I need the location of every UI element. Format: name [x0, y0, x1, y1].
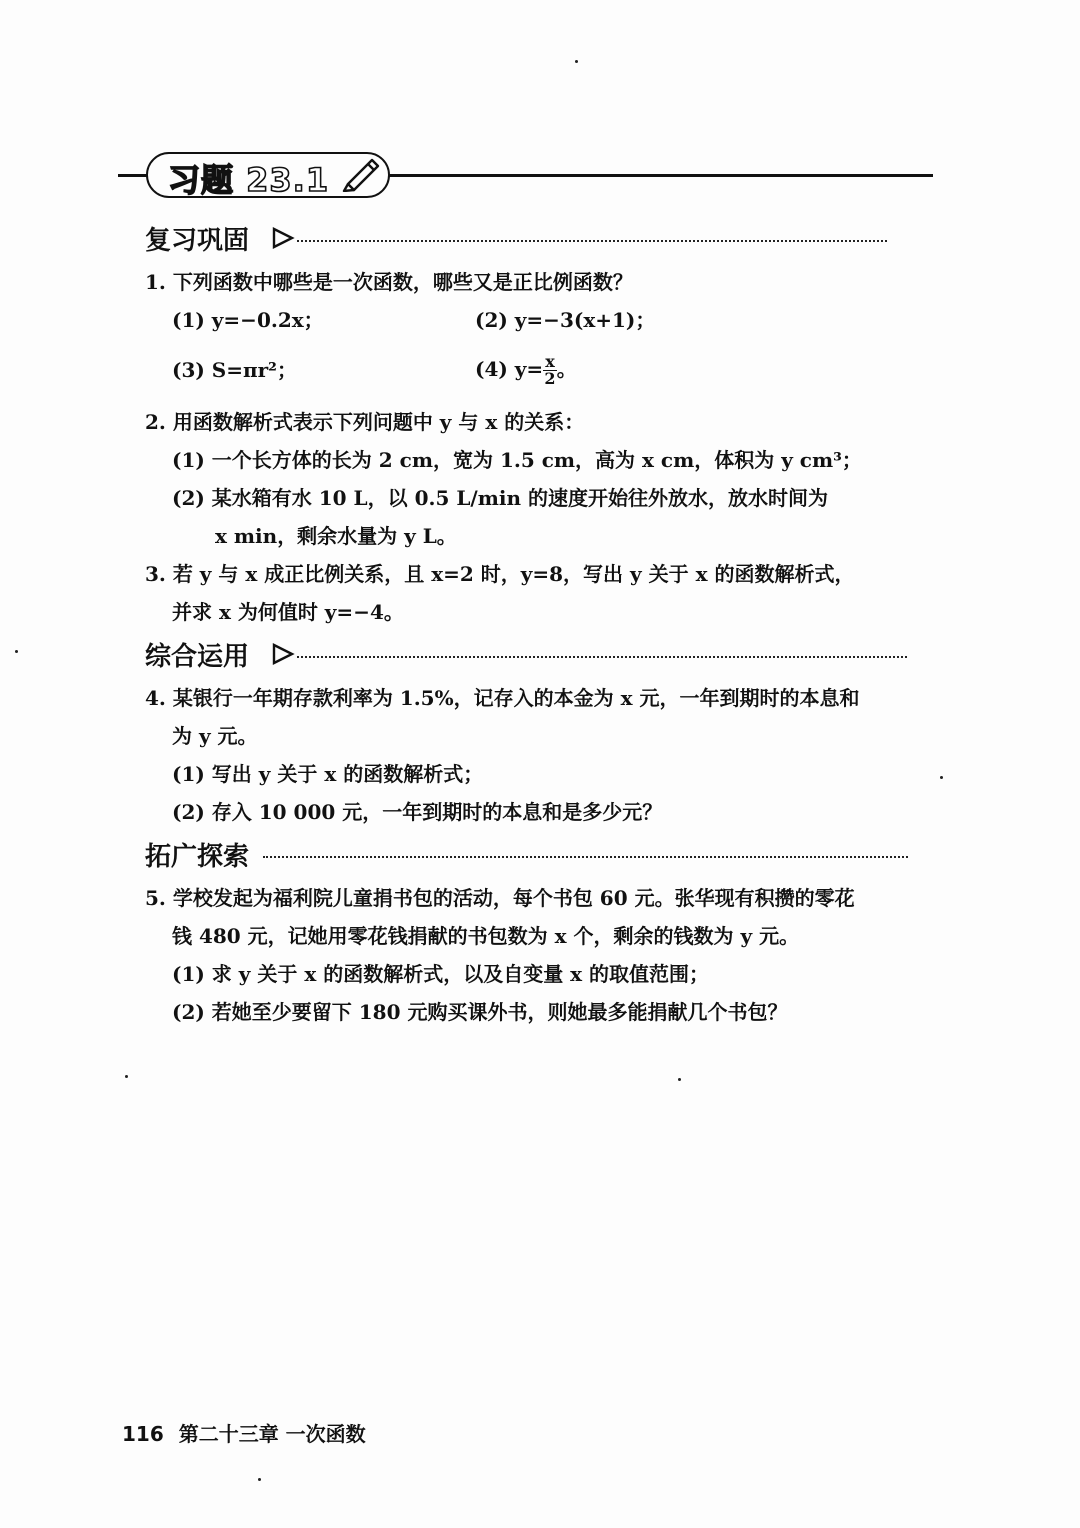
- section-apply: [145, 636, 910, 672]
- q2-item-2-line-1: (2) 某水箱有水 10 L，以 0.5 L/min 的速度开始往外放水，放水时间为: [172, 486, 828, 510]
- exercise-title: 习题 23.1: [168, 161, 330, 199]
- section-explore-label: 拓广探索: [145, 842, 250, 872]
- q5-line-2: 钱 480 元，记她用零花钱捐献的书包数为 x 个，剩余的钱数为 y 元。: [172, 924, 800, 948]
- scan-speck: [678, 1078, 681, 1081]
- page-number: 116: [122, 1422, 164, 1446]
- q5-line-1: 5. 学校发起为福利院儿童捐书包的活动，每个书包 60 元。张华现有积攒的零花: [145, 886, 855, 910]
- q4-line-2: 为 y 元。: [172, 724, 258, 748]
- q1-item-2: (2) y=−3(x+1)；: [475, 308, 656, 332]
- q3-line-1: 3. 若 y 与 x 成正比例关系，且 x=2 时，y=8，写出 y 关于 x 的函数解析式，: [145, 562, 855, 586]
- fraction-denominator: 2: [544, 369, 556, 388]
- section-review-label: 复习巩固: [145, 226, 250, 256]
- scan-speck: [940, 776, 943, 779]
- q2-stem: 2. 用函数解析式表示下列问题中 y 与 x 的关系：: [145, 410, 585, 434]
- pencil-icon: [340, 154, 384, 192]
- section-apply-label: 综合运用: [145, 642, 250, 672]
- fraction-numerator: x: [545, 352, 555, 371]
- q4-line-1: 4. 某银行一年期存款利率为 1.5%，记存入的本金为 x 元，一年到期时的本息和: [145, 686, 860, 710]
- section-divider: [297, 656, 907, 658]
- scan-speck: [15, 650, 18, 653]
- scan-speck: [125, 1075, 128, 1078]
- q4-item-2: (2) 存入 10 000 元，一年到期时的本息和是多少元？: [172, 800, 663, 824]
- q2-item-1: (1) 一个长方体的长为 2 cm，宽为 1.5 cm，高为 x cm，体积为 y cm³；: [172, 448, 862, 472]
- triangle-arrow-icon: [271, 226, 295, 250]
- exercise-banner: [118, 150, 933, 198]
- section-review: [145, 220, 890, 256]
- section-divider: [263, 856, 908, 858]
- section-explore: [145, 836, 910, 872]
- page-footer: [122, 1418, 366, 1447]
- q1-item-1: (1) y=−0.2x；: [172, 308, 324, 332]
- q1-item-4: [475, 354, 577, 387]
- q1-item-4-suffix: 。: [556, 357, 577, 381]
- triangle-arrow-icon: [271, 642, 295, 666]
- q5-item-1: (1) 求 y 关于 x 的函数解析式，以及自变量 x 的取值范围；: [172, 962, 710, 986]
- fraction: [543, 354, 557, 387]
- chapter-title: 第二十三章 一次函数: [178, 1422, 366, 1446]
- scan-speck: [258, 1478, 261, 1481]
- q5-item-2: (2) 若她至少要留下 180 元购买课外书，则她最多能捐献几个书包？: [172, 1000, 788, 1024]
- q1-stem: 1. 下列函数中哪些是一次函数，哪些又是正比例函数？: [145, 270, 633, 294]
- section-divider: [297, 240, 887, 242]
- q2-item-2-line-2: x min，剩余水量为 y L。: [215, 524, 457, 548]
- q1-item-3: (3) S=πr²；: [172, 358, 297, 382]
- q3-line-2: 并求 x 为何值时 y=−4。: [172, 600, 404, 624]
- scan-speck: [575, 60, 578, 63]
- q1-item-4-prefix: (4) y=: [475, 357, 544, 381]
- q4-item-1: (1) 写出 y 关于 x 的函数解析式；: [172, 762, 484, 786]
